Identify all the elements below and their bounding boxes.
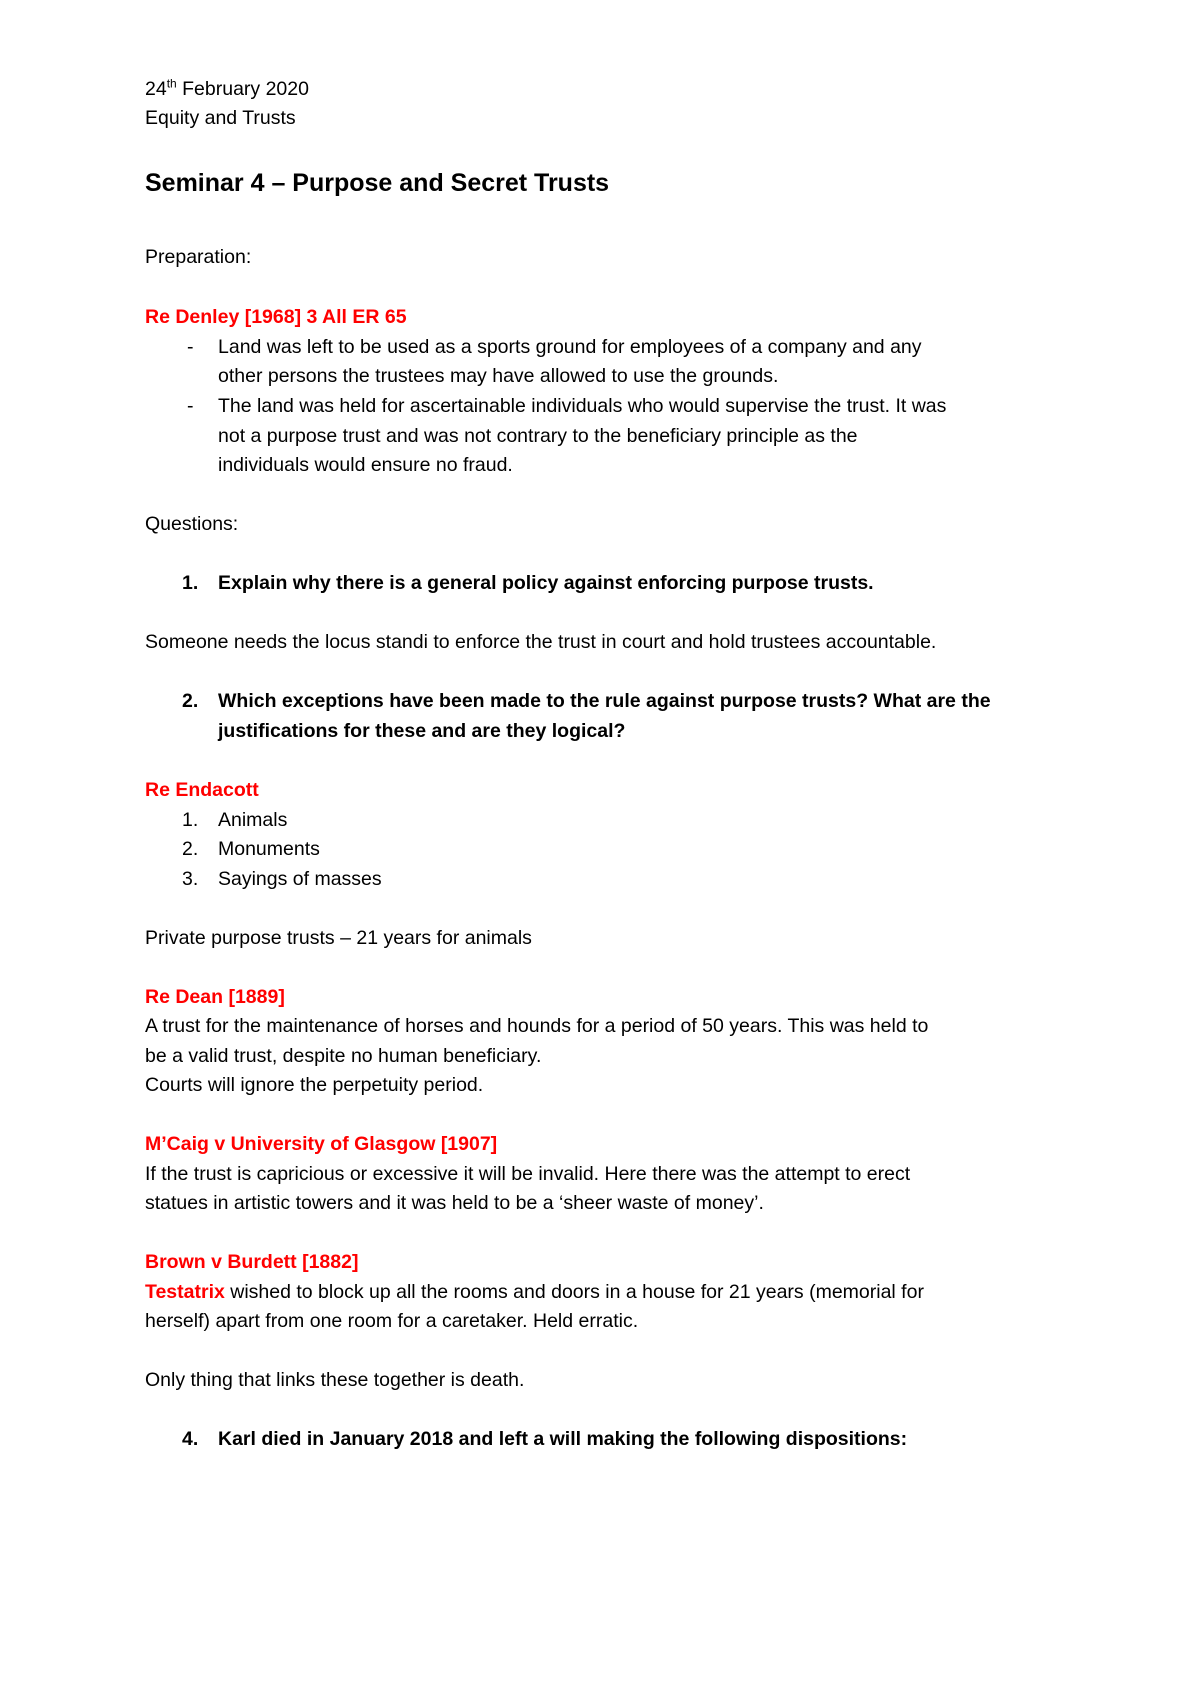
question-text: Explain why there is a general policy against enforcing purpose trusts. <box>218 572 874 594</box>
body-text: Only thing that links these together is death. <box>145 1369 525 1391</box>
body-text: be a valid trust, despite no human beneficiary. <box>145 1045 542 1067</box>
body-text: herself) apart from one room for a caretaker. Held erratic. <box>145 1310 639 1332</box>
body-text <box>145 1277 924 1307</box>
question-text: justifications for these and are they logical? <box>218 720 626 742</box>
case-heading-re-dean: Re Dean [1889] <box>145 986 285 1008</box>
preparation-label: Preparation: <box>145 246 252 268</box>
body-text: A trust for the maintenance of horses and hounds for a period of 50 years. This was held to <box>145 1015 929 1037</box>
page-title: Seminar 4 – Purpose and Secret Trusts <box>145 169 610 197</box>
question-text: Karl died in January 2018 and left a will making the following dispositions: <box>218 1428 908 1450</box>
bullet-marker: - <box>187 395 194 417</box>
list-number: 3. <box>182 868 199 890</box>
questions-label: Questions: <box>145 513 239 535</box>
list-number: 1. <box>182 809 199 831</box>
body-text: If the trust is capricious or excessive it will be invalid. Here there was the attempt to erect <box>145 1163 911 1185</box>
question-number: 1. <box>182 572 199 594</box>
date-day: 24 <box>145 78 167 100</box>
testatrix-term: Testatrix <box>145 1281 225 1303</box>
case-heading-brown-v-burdett: Brown v Burdett [1882] <box>145 1251 359 1273</box>
date-line <box>145 74 309 104</box>
bullet-text: not a purpose trust and was not contrary to the beneficiary principle as the <box>218 425 858 447</box>
case-heading-re-endacott: Re Endacott <box>145 779 259 801</box>
private-purpose-text: Private purpose trusts – 21 years for animals <box>145 927 532 949</box>
question-number: 4. <box>182 1428 199 1450</box>
date-month-year: February 2020 <box>176 78 309 100</box>
case-heading-re-denley: Re Denley [1968] 3 All ER 65 <box>145 306 407 328</box>
bullet-text: The land was held for ascertainable individuals who would supervise the trust. It was <box>218 395 947 417</box>
list-item: Sayings of masses <box>218 868 382 890</box>
bullet-marker: - <box>187 336 194 358</box>
answer-text: Someone needs the locus standi to enforce the trust in court and hold trustees accountable. <box>145 631 937 653</box>
bullet-text: Land was left to be used as a sports ground for employees of a company and any <box>218 336 922 358</box>
date-superscript: th <box>166 76 177 91</box>
body-text: statues in artistic towers and it was held to be a ‘sheer waste of money’. <box>145 1192 764 1214</box>
bullet-text: individuals would ensure no fraud. <box>218 454 513 476</box>
question-text: Which exceptions have been made to the rule against purpose trusts? What are the <box>218 690 991 712</box>
case-heading-mcaig: M’Caig v University of Glasgow [1907] <box>145 1133 498 1155</box>
question-number: 2. <box>182 690 199 712</box>
list-item: Animals <box>218 809 288 831</box>
module-name: Equity and Trusts <box>145 107 296 129</box>
list-number: 2. <box>182 838 199 860</box>
body-text-rest: wished to block up all the rooms and doors in a house for 21 years (memorial for <box>224 1281 924 1303</box>
list-item: Monuments <box>218 838 320 860</box>
body-text: Courts will ignore the perpetuity period. <box>145 1074 484 1096</box>
bullet-text: other persons the trustees may have allowed to use the grounds. <box>218 365 779 387</box>
